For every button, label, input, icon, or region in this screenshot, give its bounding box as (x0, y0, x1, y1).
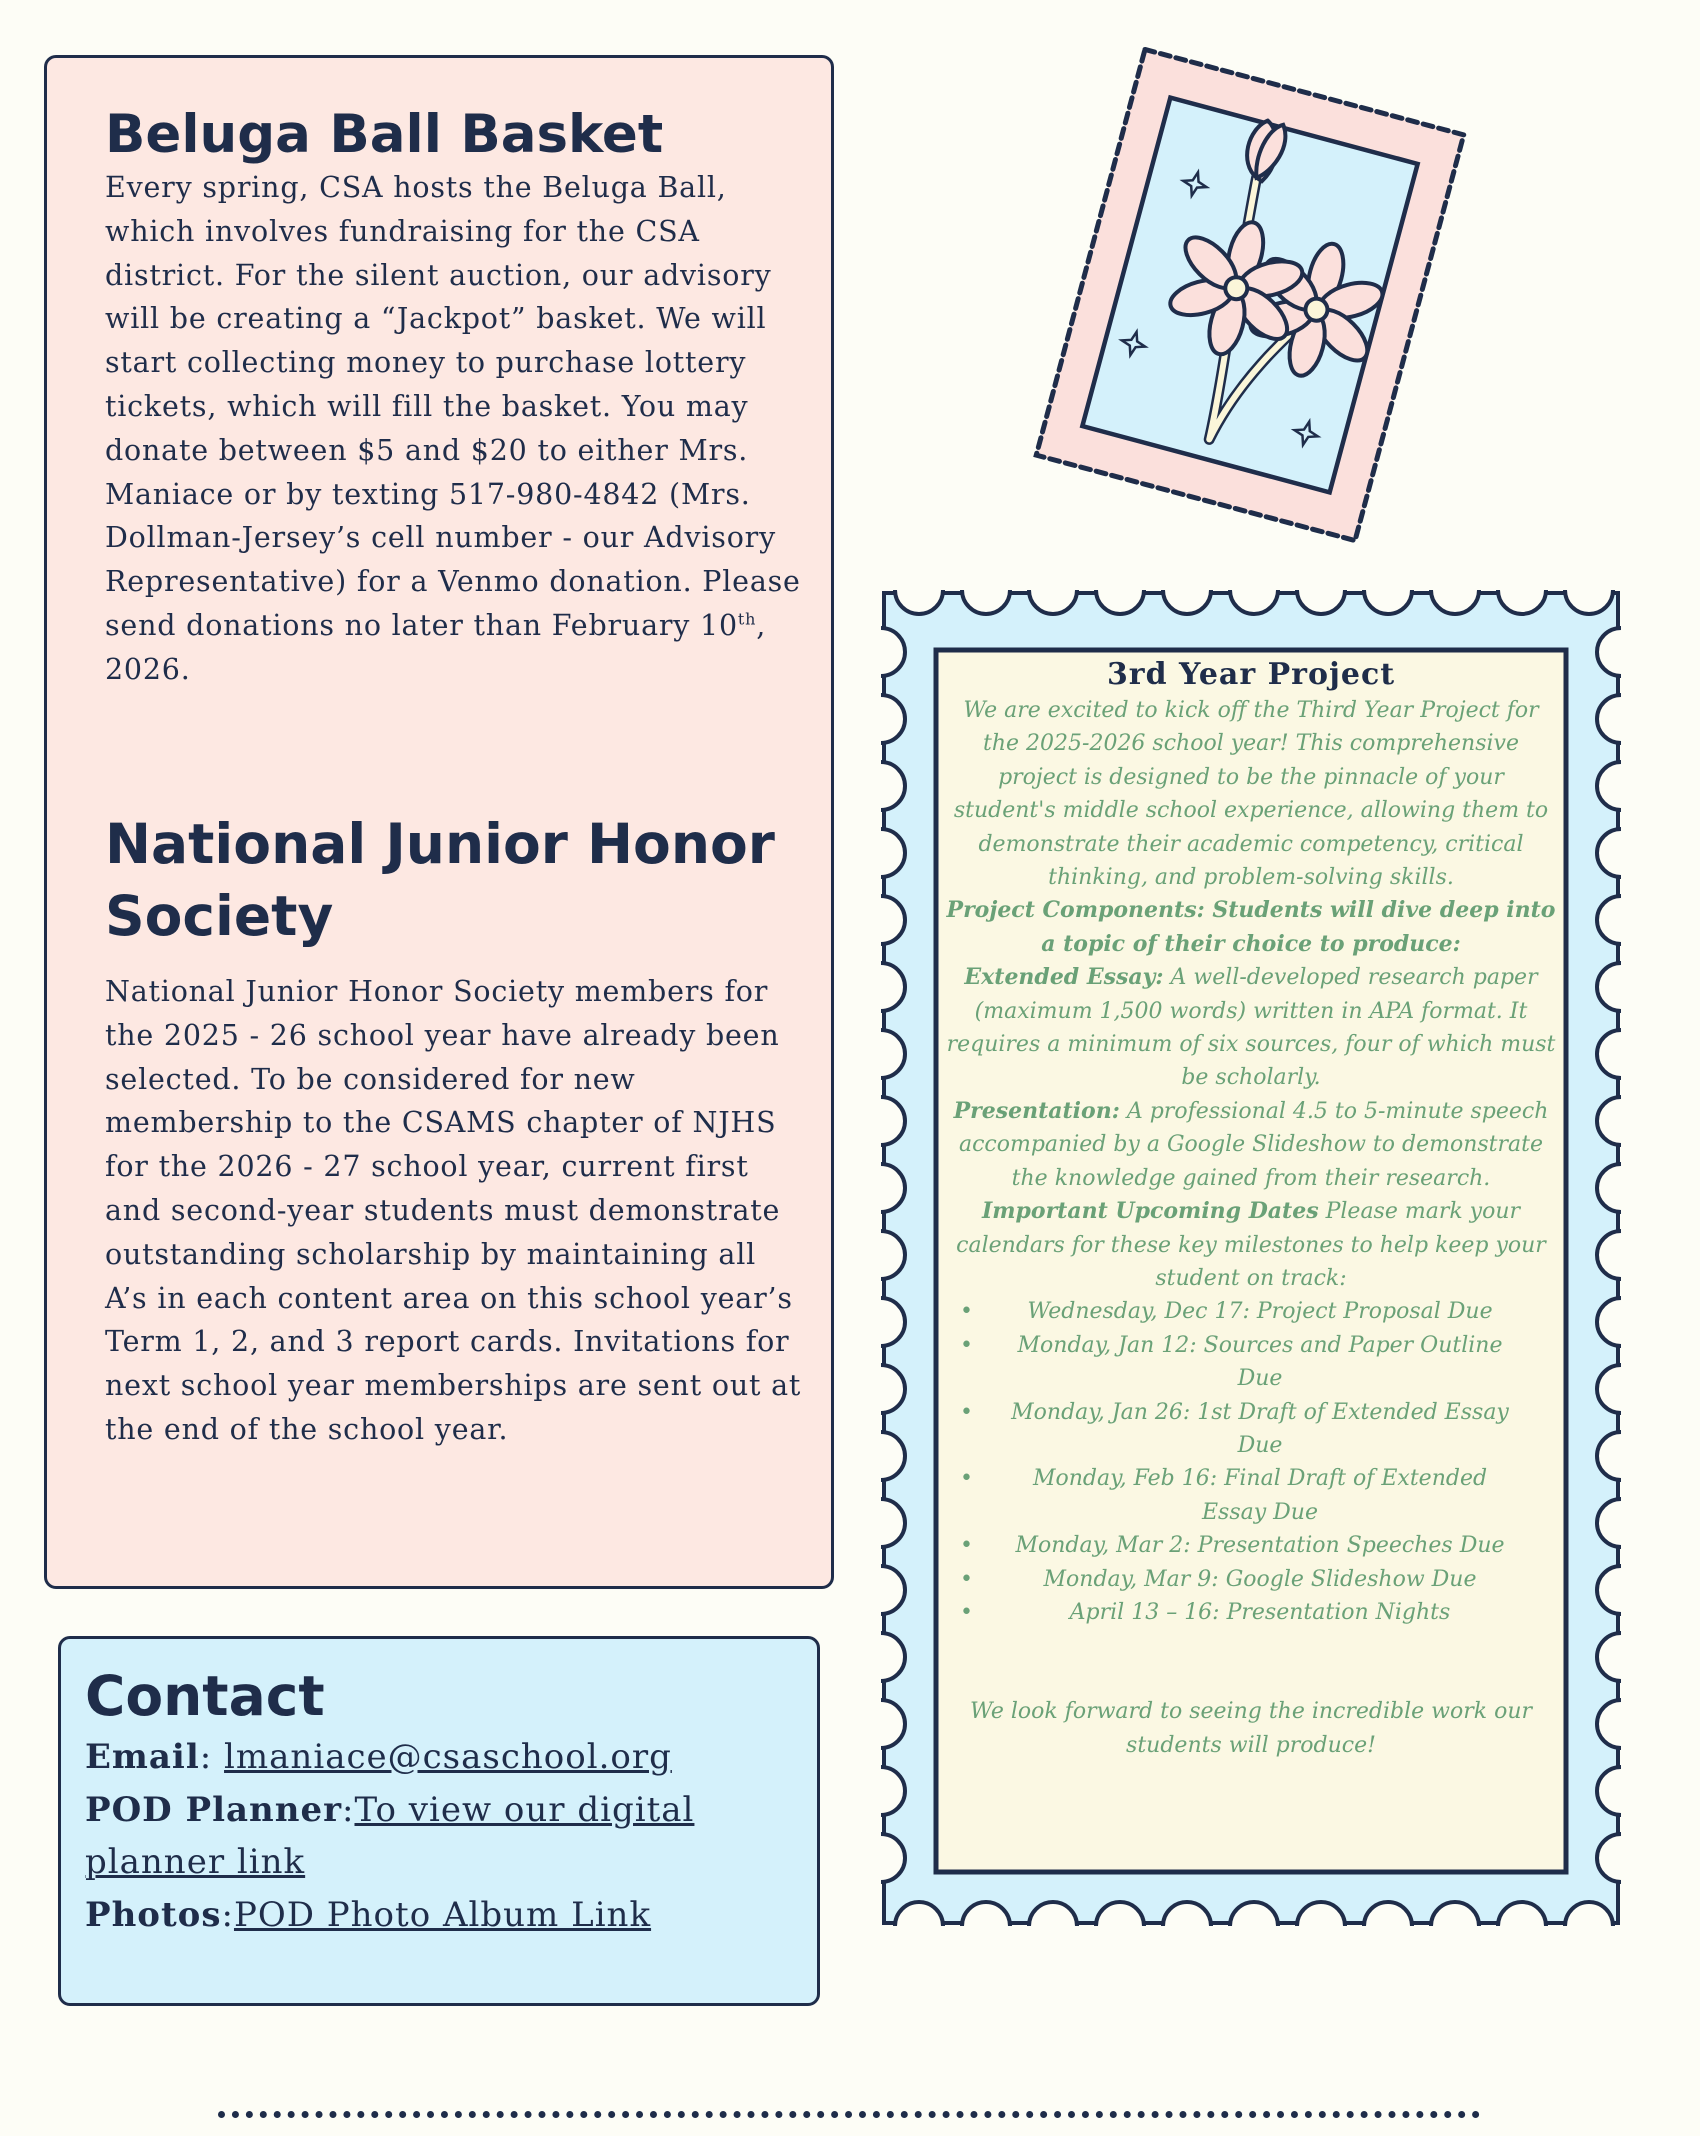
date-item: • Monday, Feb 16: Final Draft of Extended Essay Due (944, 1462, 1558, 1529)
date-item: • Monday, Jan 26: 1st Draft of Extended Essay Due (944, 1396, 1558, 1463)
pod-separator: : (342, 1789, 355, 1830)
contact-panel (58, 1636, 820, 2006)
date-item: • Monday, Jan 12: Sources and Paper Outline Due (944, 1329, 1558, 1396)
dates-list (944, 1295, 1558, 1629)
contact-lines (85, 1731, 785, 1941)
project-dates (944, 1195, 1558, 1295)
contact-title: Contact (85, 1664, 325, 1728)
contact-email-row (85, 1731, 785, 1784)
photos-separator: : (221, 1894, 234, 1935)
presentation-text: A professional 4.5 to 5-minute speech accompanied by a Google Slideshow to demonstrate the knowledge gained from their research. (958, 1098, 1549, 1191)
beluga-text (105, 166, 805, 692)
pod-label: POD Planner (85, 1789, 343, 1830)
beluga-title: Beluga Ball Basket (105, 104, 664, 165)
dates-label: Important Upcoming Dates (981, 1198, 1319, 1225)
njhs-title: National Junior Honor Society (105, 812, 775, 948)
beluga-text-sup: th (737, 609, 757, 629)
dotted-divider (218, 2111, 1480, 2118)
essay-label: Extended Essay: (964, 964, 1164, 991)
project-title: 3rd Year Project (1106, 657, 1396, 692)
pod-planner-link[interactable]: To view our digital planner link (85, 1789, 695, 1882)
photos-label: Photos (85, 1894, 222, 1935)
essay-text: A well-developed research paper (maximum 1,500 words) written in APA format. It requires a minimum of six sources, four of which must be scholarly. (946, 965, 1556, 1091)
contact-photos-row (85, 1889, 785, 1942)
project-essay (944, 961, 1558, 1095)
contact-pod-row (85, 1784, 785, 1889)
photo-album-link[interactable]: POD Photo Album Link (233, 1894, 652, 1935)
project-content (944, 656, 1558, 1861)
beluga-text-end: , 2026. (105, 608, 767, 686)
email-link[interactable]: lmaniace@csaschool.org (224, 1737, 672, 1777)
beluga-njhs-panel (44, 55, 834, 1589)
beluga-text-main: Every spring, CSA hosts the Beluga Ball, which involves fundraising for the CSA district. For the silent auction, our advisory will be creating a “Jackpot” basket. We will start collecting money to purchase lottery tickets, which will fill the basket. You may donate between $5 and $20 to either Mrs. Maniace or by texting 517-980-4842 (Mrs. Dollman-Jersey’s cell number - our Advisory Representative) for a Venmo donation. Please send donations no later than February 10 (105, 171, 801, 642)
date-item: • Monday, Mar 2: Presentation Speeches Due (944, 1529, 1558, 1562)
date-item: • April 13 – 16: Presentation Nights (944, 1596, 1558, 1629)
date-item: • Monday, Mar 9: Google Slideshow Due (944, 1563, 1558, 1596)
date-item: • Wednesday, Dec 17: Project Proposal Due (944, 1295, 1558, 1328)
components-heading: Project Components: Students will dive deep into a topic of their choice to produce: (946, 897, 1556, 957)
flower-stamp-icon (1000, 30, 1500, 560)
presentation-label: Presentation: (953, 1097, 1120, 1124)
project-intro: We are excited to kick off the Third Year Project for the 2025-2026 school year! This comprehensive project is designed to be the pinnacle of your student's middle school experience, allowing them to demonstrate their academic competency, critical thinking, and problem-solving skills. (953, 698, 1549, 891)
project-components (944, 894, 1558, 961)
project-closing: We look forward to seeing the incredible work our students will produce! (970, 1699, 1532, 1758)
dates-text: Please mark your calendars for these key milestones to help keep your student on track: (956, 1199, 1546, 1291)
project-presentation (944, 1095, 1558, 1195)
email-separator: : (199, 1737, 225, 1777)
njhs-text: National Junior Honor Society members for the 2025 - 26 school year have already been selected. To be considered for new membership to the CSAMS chapter of NJHS for the 2026 - 27 school year, current first and second-year students must demonstrate outstanding scholarship by maintaining all A’s in each content area on this school year’s Term 1, 2, and 3 report cards. Invitations for next school year memberships are sent out at the end of the school year. (105, 975, 802, 1446)
email-label: Email (85, 1737, 200, 1777)
